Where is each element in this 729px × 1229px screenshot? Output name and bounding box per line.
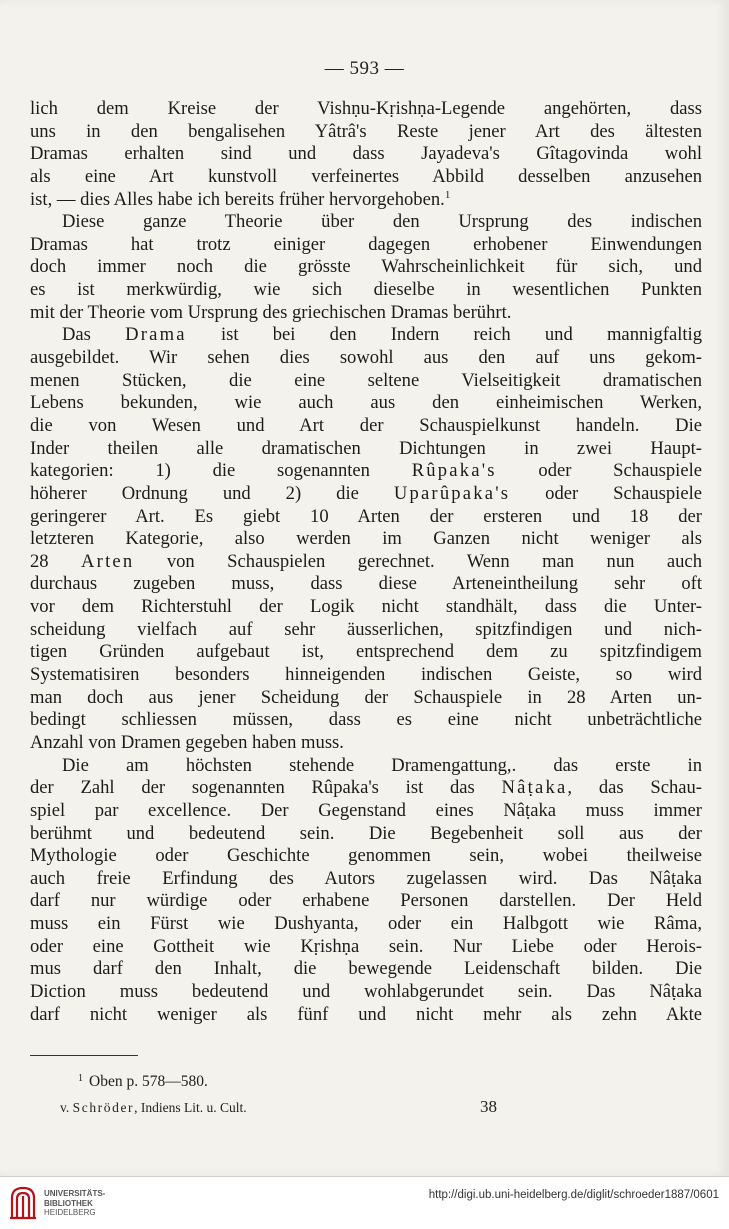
text-line-content: ausgebildet. Wir sehen dies sowohl aus den auf uns gekom- bbox=[30, 347, 702, 369]
spaced-term: Uparûpaka's bbox=[393, 482, 511, 504]
text-line bbox=[30, 732, 702, 755]
spaced-term: Arten bbox=[81, 550, 135, 572]
text-line-content: Diction muss bedeutend und wohlabgerundet sein. Das Nâṭaka bbox=[30, 980, 702, 1002]
text-line bbox=[30, 121, 702, 144]
text-line-content: von Schauspielen gerechnet. Wenn man nun auch bbox=[134, 550, 702, 572]
text-line-content: die von Wesen und Art der Schauspielkunst handeln. Die bbox=[30, 414, 702, 436]
text-line-content: auch freie Erfindung des Autors zugelassen wird. Das Nâṭaka bbox=[30, 867, 702, 889]
text-line-content: menen Stücken, die eine seltene Vielseitigkeit dramatischen bbox=[30, 369, 702, 391]
text-line-content: letzteren Kategorie, also werden im Ganzen nicht weniger als bbox=[30, 528, 702, 550]
permalink-url[interactable]: http://digi.ub.uni-heidelberg.de/diglit/schroeder1887/0601 bbox=[428, 1189, 719, 1201]
text-line-content: Diese ganze Theorie über den Ursprung des indischen bbox=[62, 211, 702, 233]
text-line-content: muss ein Fürst wie Dushyanta, oder ein Halbgott wie Râma, bbox=[30, 913, 702, 935]
signature-prefix: v. bbox=[60, 1100, 70, 1115]
text-line-content: ist bei den Indern reich und mannigfaltig bbox=[186, 324, 702, 346]
spaced-term: Rûpaka's bbox=[411, 460, 497, 482]
text-line-content: mit der Theorie vom Ursprung des griechischen Dramas berührt. bbox=[30, 301, 512, 323]
text-line-content: Dramas hat trotz einiger dagegen erhobener Einwendungen bbox=[30, 233, 702, 255]
text-line-prefix: kategorien: 1) die sogenannten bbox=[30, 460, 412, 482]
text-line-content: oder eine Gottheit wie Kṛishṇa sein. Nur Liebe oder Herois- bbox=[30, 935, 702, 957]
text-line bbox=[30, 619, 702, 642]
text-line-content: es ist merkwürdig, wie sich dieselbe in wesentlichen Punkten bbox=[30, 279, 702, 301]
text-line bbox=[30, 958, 702, 981]
text-line bbox=[30, 234, 702, 257]
text-line-prefix: der Zahl der sogenannten Rûpaka's ist das bbox=[30, 777, 502, 799]
text-line-content: Inder theilen alle dramatischen Dichtungen in zwei Haupt- bbox=[30, 437, 702, 459]
text-line bbox=[30, 279, 702, 302]
text-line bbox=[30, 800, 702, 823]
text-line bbox=[30, 596, 702, 619]
text-line bbox=[30, 890, 702, 913]
text-line-content: darf nur würdige oder erhabene Personen darstellen. Der Held bbox=[30, 890, 702, 912]
text-line bbox=[30, 483, 702, 506]
viewer-footer bbox=[0, 1176, 729, 1229]
text-line bbox=[30, 415, 702, 438]
text-line bbox=[30, 143, 702, 166]
signature-line bbox=[60, 1100, 247, 1116]
text-line-content: als eine Art kunstvoll verfeinertes Abbild desselben anzusehen bbox=[30, 165, 702, 187]
footnote bbox=[78, 1073, 208, 1091]
text-line bbox=[30, 302, 702, 325]
text-line bbox=[30, 981, 702, 1004]
text-line bbox=[30, 98, 702, 121]
library-name-line3: HEIDELBERG bbox=[44, 1208, 96, 1217]
text-line bbox=[30, 913, 702, 936]
text-line-content: , das Schau- bbox=[567, 777, 702, 799]
text-line-prefix: Das bbox=[62, 324, 126, 346]
text-line-content: Systematisiren besonders hinneigenden indischen Geiste, so wird bbox=[30, 664, 702, 686]
spaced-term: Drama bbox=[125, 324, 187, 346]
library-name bbox=[44, 1189, 105, 1218]
library-name-line1: UNIVERSITÄTS- bbox=[44, 1189, 106, 1198]
text-line-content: Lebens bekunden, wie auch aus den einheimischen Werken, bbox=[30, 392, 702, 414]
text-line-content: ist, — dies Alles habe ich bereits früher hervorgehoben. bbox=[30, 188, 445, 210]
text-line-content: durchaus zugeben muss, dass diese Arteneintheilung sehr oft bbox=[30, 573, 702, 595]
text-line-content: lich dem Kreise der Vishṇu-Kṛishṇa-Legende angehörten, dass bbox=[30, 98, 702, 119]
text-line bbox=[30, 777, 702, 800]
footnote-text: Oben p. 578—580. bbox=[89, 1073, 208, 1090]
page-number: — 593 — bbox=[324, 58, 405, 79]
text-line bbox=[30, 460, 702, 483]
text-line bbox=[30, 641, 702, 664]
text-line bbox=[30, 189, 702, 212]
footnote-rule bbox=[30, 1055, 138, 1056]
text-line bbox=[30, 845, 702, 868]
text-line bbox=[30, 347, 702, 370]
text-line-content: oder Schauspiele bbox=[510, 482, 702, 504]
text-line bbox=[30, 936, 702, 959]
body-text bbox=[30, 98, 702, 1026]
text-line bbox=[30, 528, 702, 551]
text-line-content: spiel par excellence. Der Gegenstand eines Nâṭaka muss immer bbox=[30, 799, 702, 821]
text-line-content: scheidung vielfach auf sehr äusserlichen, spitzfindigen und nich- bbox=[30, 618, 702, 640]
university-library-logo-icon[interactable] bbox=[8, 1184, 38, 1222]
text-line bbox=[30, 256, 702, 279]
text-line-content: doch immer noch die grösste Wahrscheinlichkeit für sich, und bbox=[30, 256, 702, 278]
text-line bbox=[30, 709, 702, 732]
text-line-content: Die am höchsten stehende Dramengattung,. das erste in bbox=[62, 754, 702, 776]
text-line bbox=[30, 664, 702, 687]
text-line-prefix: höherer Ordnung und 2) die bbox=[30, 482, 394, 504]
sheet-number: 38 bbox=[480, 1097, 497, 1116]
signature-rest: , Indiens Lit. u. Cult. bbox=[134, 1100, 247, 1115]
text-line bbox=[30, 687, 702, 710]
text-line bbox=[30, 370, 702, 393]
text-line bbox=[30, 1004, 702, 1027]
text-line bbox=[30, 506, 702, 529]
text-line-content: darf nicht weniger als fünf und nicht mehr als zehn Akte bbox=[30, 1003, 702, 1025]
text-line bbox=[30, 324, 702, 347]
signature-author: Schröder bbox=[72, 1100, 135, 1115]
text-line bbox=[30, 211, 702, 234]
text-line-content: geringerer Art. Es giebt 10 Arten der ersteren und 18 der bbox=[30, 505, 702, 527]
text-line bbox=[30, 573, 702, 596]
text-line-content: mus darf den Inhalt, die bewegende Leidenschaft bilden. Die bbox=[30, 958, 702, 980]
text-line-content: uns in den bengalisehen Yâtrâ's Reste jener Art des ältesten bbox=[30, 120, 702, 142]
text-line-content: man doch aus jener Scheidung der Schauspiele in 28 Arten un- bbox=[30, 686, 702, 708]
text-line-content: berühmt und bedeutend sein. Die Begebenheit soll aus der bbox=[30, 822, 702, 844]
text-line bbox=[30, 823, 702, 846]
text-line bbox=[30, 438, 702, 461]
text-line-content: oder Schauspiele bbox=[496, 460, 702, 482]
text-line bbox=[30, 755, 702, 778]
text-line bbox=[30, 392, 702, 415]
spaced-term: Nâṭaka bbox=[501, 777, 568, 799]
text-line-content: tigen Gründen aufgebaut ist, entsprechend dem zu spitzfindigem bbox=[30, 641, 702, 663]
text-line-prefix: 28 bbox=[30, 550, 82, 572]
text-line-content: Dramas erhalten sind und dass Jayadeva's Gîtagovinda wohl bbox=[30, 143, 702, 165]
text-line bbox=[30, 868, 702, 891]
text-line-content: vor dem Richterstuhl der Logik nicht standhält, dass die Unter- bbox=[30, 596, 702, 618]
library-name-line2: BIBLIOTHEK bbox=[44, 1198, 93, 1208]
footnote-reference: 1 bbox=[444, 188, 451, 201]
footnote-marker: 1 bbox=[78, 1073, 83, 1084]
text-line bbox=[30, 166, 702, 189]
text-line bbox=[30, 551, 702, 574]
text-line-content: Anzahl von Dramen gegeben haben muss. bbox=[30, 731, 344, 753]
text-line-content: bedingt schliessen müssen, dass es eine nicht unbeträchtliche bbox=[30, 709, 702, 731]
text-line-content: Mythologie oder Geschichte genommen sein, wobei theilweise bbox=[30, 845, 702, 867]
